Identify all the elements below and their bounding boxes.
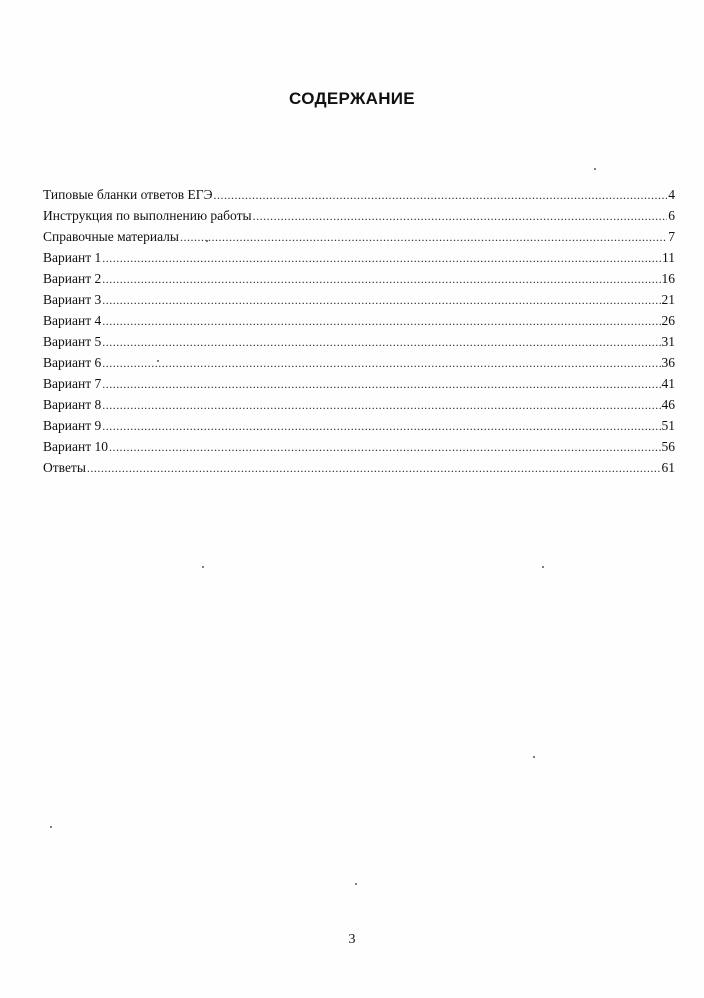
scan-speck xyxy=(202,566,204,568)
toc-row xyxy=(43,331,675,352)
table-of-contents xyxy=(43,184,675,478)
toc-entry-label: Вариант 2 xyxy=(43,271,102,286)
toc-row xyxy=(43,184,675,205)
toc-leader-dots xyxy=(102,374,660,395)
toc-entry-page: 41 xyxy=(661,376,675,391)
toc-row xyxy=(43,457,675,478)
toc-entry-label: Ответы xyxy=(43,460,86,475)
toc-entry-page: 21 xyxy=(661,292,675,307)
toc-entry-page: 36 xyxy=(661,355,675,370)
scan-speck xyxy=(594,168,596,170)
toc-leader-dots xyxy=(102,311,660,332)
toc-leader-dots xyxy=(102,248,661,269)
toc-row xyxy=(43,415,675,436)
toc-entry-page: 4 xyxy=(668,187,675,202)
toc-entry-page: 61 xyxy=(661,460,675,475)
toc-row xyxy=(43,373,675,394)
scan-speck xyxy=(355,883,357,885)
toc-row xyxy=(43,289,675,310)
toc-leader-dots xyxy=(102,290,660,311)
toc-entry-page: 6 xyxy=(668,208,675,223)
toc-entry-page: 51 xyxy=(661,418,675,433)
toc-entry-label: Вариант 6 xyxy=(43,355,102,370)
toc-entry-label: Справочные материалы xyxy=(43,229,179,244)
toc-entry-label: Вариант 3 xyxy=(43,292,102,307)
toc-entry-page: 7 xyxy=(668,229,675,244)
toc-leader-dots xyxy=(87,458,661,479)
toc-row xyxy=(43,310,675,331)
toc-entry-page: 31 xyxy=(661,334,675,349)
toc-entry-page: 56 xyxy=(661,439,675,454)
toc-entry-label: Вариант 7 xyxy=(43,376,102,391)
toc-entry-label: Вариант 4 xyxy=(43,313,102,328)
toc-entry-label: Типовые бланки ответов ЕГЭ xyxy=(43,187,213,202)
toc-leader-dots xyxy=(253,206,668,227)
toc-entry-page: 16 xyxy=(661,271,675,286)
toc-entry-label: Инструкция по выполнению работы xyxy=(43,208,252,223)
toc-entry-label: Вариант 8 xyxy=(43,397,102,412)
toc-leader-dots xyxy=(102,269,660,290)
scan-speck xyxy=(50,826,52,828)
toc-leader-dots xyxy=(102,353,660,374)
toc-leader-dots xyxy=(102,416,660,437)
toc-entry-label: Вариант 10 xyxy=(43,439,108,454)
toc-leader-dots xyxy=(102,395,660,416)
toc-leader-dots xyxy=(109,437,661,458)
toc-leader-dots xyxy=(102,332,660,353)
scan-speck xyxy=(157,360,159,362)
toc-leader-dots xyxy=(180,227,667,248)
page-title: СОДЕРЖАНИЕ xyxy=(289,89,415,108)
toc-row xyxy=(43,352,675,373)
toc-row xyxy=(43,436,675,457)
toc-entry-label: Вариант 5 xyxy=(43,334,102,349)
toc-entry-page: 26 xyxy=(661,313,675,328)
scan-speck xyxy=(533,756,535,758)
toc-row xyxy=(43,247,675,268)
toc-row xyxy=(43,226,675,247)
toc-entry-label: Вариант 9 xyxy=(43,418,102,433)
toc-entry-page: 46 xyxy=(661,397,675,412)
page-number: 3 xyxy=(348,932,356,947)
scan-speck xyxy=(542,566,544,568)
toc-entry-page: 11 xyxy=(662,250,675,265)
toc-row xyxy=(43,205,675,226)
scan-speck xyxy=(206,240,208,242)
toc-row xyxy=(43,268,675,289)
toc-entry-label: Вариант 1 xyxy=(43,250,102,265)
toc-row xyxy=(43,394,675,415)
toc-leader-dots xyxy=(214,185,668,206)
